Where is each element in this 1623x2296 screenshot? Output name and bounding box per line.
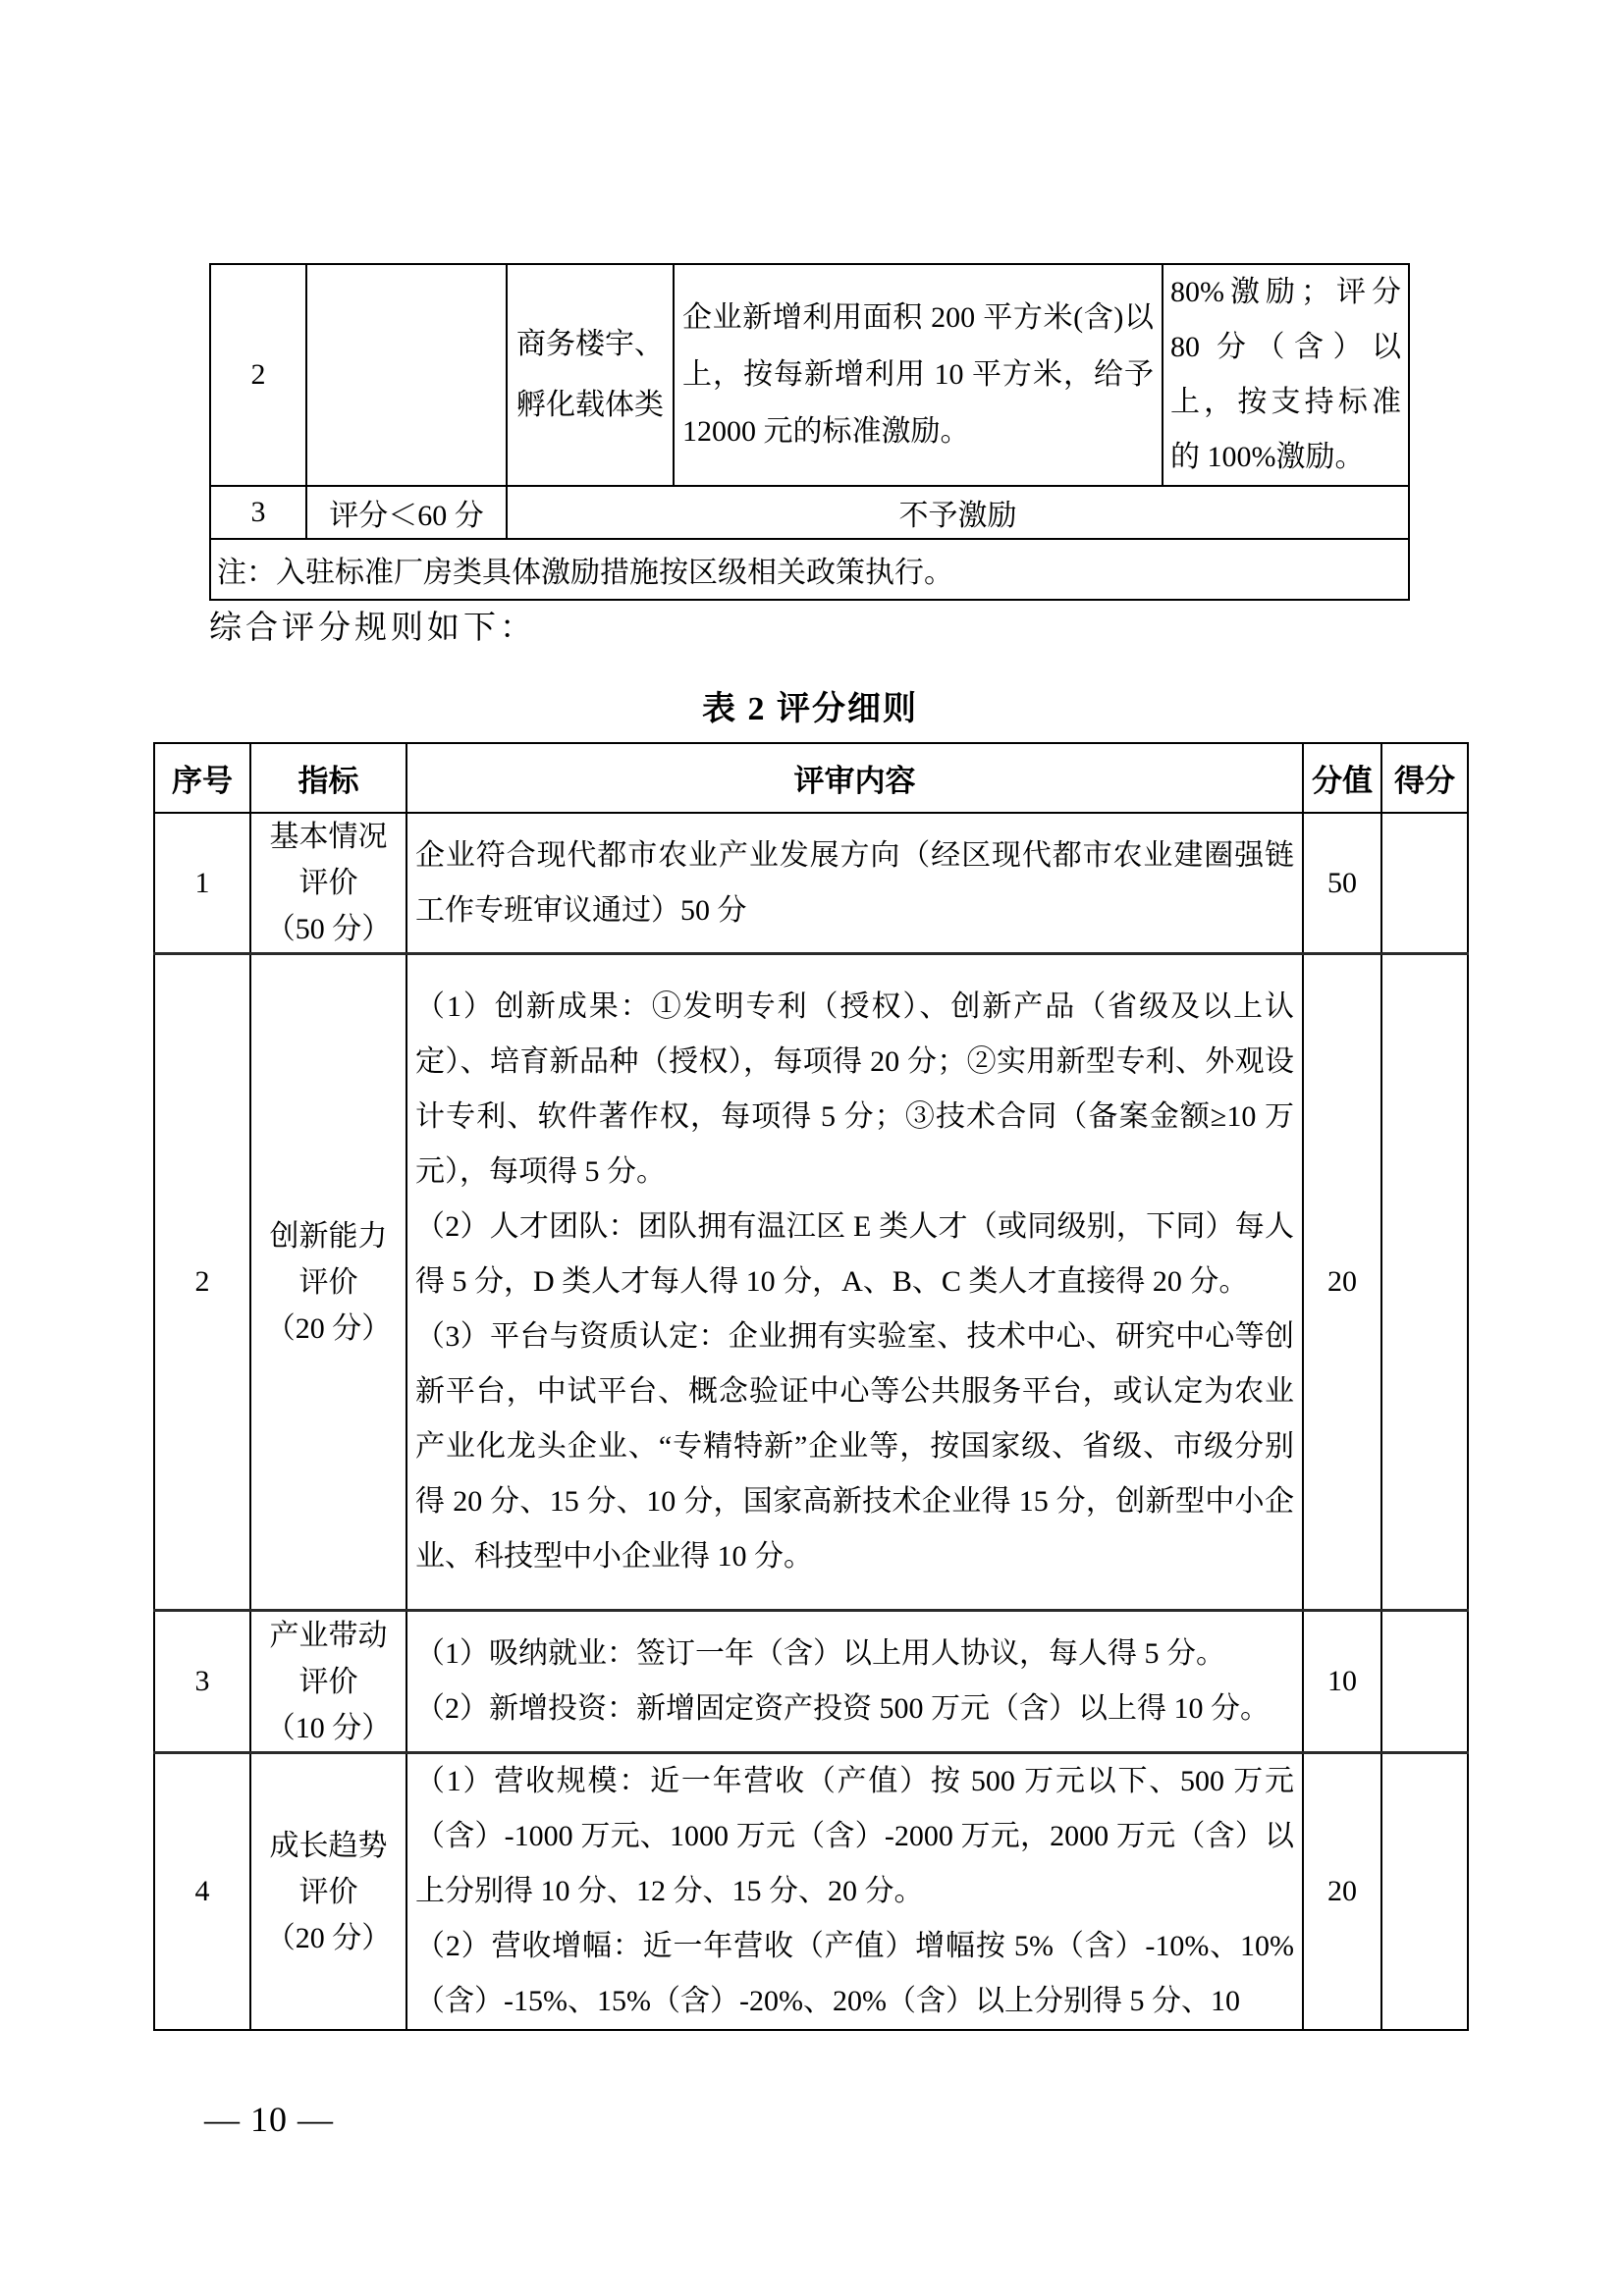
indicator-cell bbox=[250, 954, 406, 1611]
incentive-table bbox=[209, 263, 1410, 601]
text-line: （3）平台与资质认定：企业拥有实验室、技术中心、研究中心等创新平台，中试平台、概念验证中心等公共服务平台，或认定为农业产业化龙头企业、“专精特新”企业等，按国家级、省级、市级分别得 20 分、15 分、10 分，国家高新技术企业得 15 分，创新型中小企业、科技型中小企业得 10 分。 bbox=[415, 1320, 1294, 1573]
col-header-earned-score: 得分 bbox=[1381, 743, 1468, 813]
text-line: （2）营收增幅：近一年营收（产值）增幅按 5%（含）-10%、10%（含）-15%、15%（含）-20%、20%（含）以上分别得 5 分、10 bbox=[415, 1930, 1294, 2017]
seq-cell: 3 bbox=[210, 486, 306, 539]
scoring-row-1 bbox=[154, 813, 1468, 954]
seq-cell: 1 bbox=[154, 813, 250, 954]
seq-cell: 2 bbox=[154, 954, 250, 1611]
col-header-indicator: 指标 bbox=[250, 743, 406, 813]
text-line: 企业符合现代都市农业产业发展方向（经区现代都市农业建圈强链工作专班审议通过）50 分 bbox=[415, 838, 1294, 927]
text-line: （50 分） bbox=[265, 913, 392, 945]
scoring-row-3 bbox=[154, 1611, 1468, 1753]
category-cell bbox=[507, 264, 674, 486]
earned-score-cell bbox=[1381, 1753, 1468, 2031]
review-content-cell bbox=[406, 1611, 1303, 1753]
col-header-seq: 序号 bbox=[154, 743, 250, 813]
seq-cell: 2 bbox=[210, 264, 306, 486]
indicator-cell bbox=[250, 813, 406, 954]
score-value-cell: 10 bbox=[1303, 1611, 1381, 1753]
text-line: 商务楼宇、 bbox=[516, 328, 664, 360]
seq-cell: 4 bbox=[154, 1753, 250, 2031]
review-content-cell bbox=[406, 954, 1303, 1611]
text-line: （2）新增投资：新增固定资产投资 500 万元（含）以上得 10 分。 bbox=[415, 1692, 1270, 1725]
text-line: 孵化载体类 bbox=[516, 389, 664, 421]
note-cell: 注：入驻标准厂房类具体激励措施按区级相关政策执行。 bbox=[210, 539, 1409, 600]
result-cell: 不予激励 bbox=[507, 486, 1409, 539]
intro-text: 综合评分规则如下： bbox=[209, 611, 536, 646]
scoring-row-4 bbox=[154, 1753, 1468, 2031]
incentive-row-2 bbox=[210, 264, 1409, 486]
text-line: 评价 bbox=[298, 1665, 358, 1698]
table2-title: 表 2 评分细则 bbox=[702, 691, 918, 727]
text-line: （1）创新成果：①发明专利（授权）、创新产品（省级及以上认定）、培育新品种（授权），每项得 20 分；②实用新型专利、外观设计专利、软件著作权，每项得 5 分；③技术合同（备案金额≥10 万元），每项得 5 分。 bbox=[415, 990, 1294, 1188]
scoring-table bbox=[153, 742, 1469, 2031]
indicator-cell bbox=[250, 1753, 406, 2031]
indicator-cell bbox=[250, 1611, 406, 1753]
text-line: 基本情况 bbox=[269, 821, 388, 853]
text-line: 评价 bbox=[298, 1875, 358, 1908]
text-line: 评价 bbox=[298, 867, 358, 899]
score-value-cell: 20 bbox=[1303, 954, 1381, 1611]
text-line: （2）人才团队：团队拥有温江区 E 类人才（或同级别，下同）每人得 5 分，D 类人才每人得 10 分，A、B、C 类人才直接得 20 分。 bbox=[415, 1210, 1294, 1298]
col-header-review-content: 评审内容 bbox=[406, 743, 1303, 813]
review-content-cell bbox=[406, 813, 1303, 954]
earned-score-cell bbox=[1381, 1611, 1468, 1753]
review-content-cell bbox=[406, 1753, 1303, 2031]
seq-cell: 3 bbox=[154, 1611, 250, 1753]
scoring-row-2 bbox=[154, 954, 1468, 1611]
text-line: 创新能力 bbox=[269, 1219, 388, 1253]
text-line: （1）吸纳就业：签订一年（含）以上用人协议，每人得 5 分。 bbox=[415, 1637, 1225, 1670]
col-header-score-value: 分值 bbox=[1303, 743, 1381, 813]
standard-cell bbox=[1163, 264, 1409, 486]
text-line: 产业带动 bbox=[269, 1619, 388, 1652]
blank-cell bbox=[306, 264, 507, 486]
earned-score-cell bbox=[1381, 954, 1468, 1611]
scoring-header-row bbox=[154, 743, 1468, 813]
incentive-row-3 bbox=[210, 486, 1409, 539]
text-line: （10 分） bbox=[265, 1711, 392, 1744]
text-line: 成长趋势 bbox=[269, 1829, 388, 1862]
incentive-note-row bbox=[210, 539, 1409, 600]
earned-score-cell bbox=[1381, 813, 1468, 954]
text-line: （20 分） bbox=[265, 1311, 392, 1345]
page-number: — 10 — bbox=[204, 2100, 334, 2139]
score-value-cell: 50 bbox=[1303, 813, 1381, 954]
score-value-cell: 20 bbox=[1303, 1753, 1381, 2031]
condition-cell: 评分＜60 分 bbox=[306, 486, 507, 539]
text-line: 评价 bbox=[298, 1265, 358, 1299]
text-line: （1）营收规模：近一年营收（产值）按 500 万元以下、500 万元（含）-1000 万元、1000 万元（含）-2000 万元，2000 万元（含）以上分别得 10 分、12 分、15 分、20 分。 bbox=[415, 1765, 1294, 1907]
incentive-standard-text: 80%激励；评分 80 分（含）以上，按支持标准的 100%激励。 bbox=[1170, 276, 1401, 473]
content-cell bbox=[674, 264, 1163, 486]
incentive-content-text: 企业新增利用面积 200 平方米(含)以上，按每新增利用 10 平方米，给予 12000 元的标准激励。 bbox=[682, 301, 1154, 448]
text-line: （20 分） bbox=[265, 1921, 392, 1954]
